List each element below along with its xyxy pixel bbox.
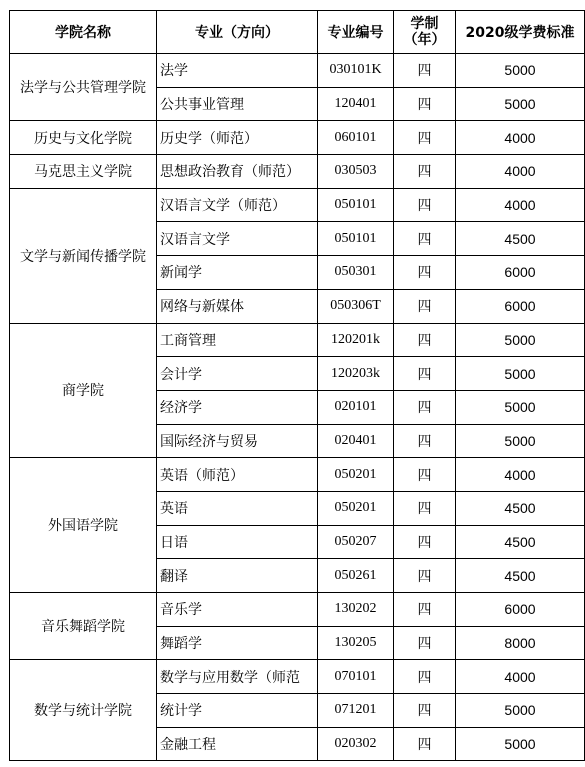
code-cell: 060101 — [318, 121, 394, 155]
fee-cell: 6000 — [456, 289, 585, 323]
duration-cell: 四 — [394, 155, 456, 189]
college-cell: 音乐舞蹈学院 — [10, 593, 157, 660]
major-cell: 英语（师范） — [157, 458, 318, 492]
code-cell: 020101 — [318, 390, 394, 424]
code-cell: 050261 — [318, 559, 394, 593]
table-row — [10, 458, 585, 492]
code-cell: 120203k — [318, 357, 394, 391]
code-cell: 120201k — [318, 323, 394, 357]
code-cell: 050201 — [318, 458, 394, 492]
table-row — [10, 660, 585, 694]
table-row — [10, 155, 585, 189]
fee-cell: 5000 — [456, 694, 585, 728]
code-cell: 050101 — [318, 188, 394, 222]
header-row — [10, 11, 585, 54]
header-duration-line2: （年） — [403, 32, 446, 48]
fee-cell: 5000 — [456, 390, 585, 424]
fee-cell: 4000 — [456, 121, 585, 155]
header-duration — [394, 11, 456, 54]
header-fee: 2020级学费标准 — [456, 11, 585, 54]
major-cell: 翻译 — [157, 559, 318, 593]
major-cell: 思想政治教育（师范） — [157, 155, 318, 189]
code-cell: 071201 — [318, 694, 394, 728]
code-cell: 050301 — [318, 256, 394, 290]
header-college: 学院名称 — [10, 11, 157, 54]
code-cell: 020302 — [318, 727, 394, 761]
table-body — [10, 54, 585, 761]
duration-cell: 四 — [394, 188, 456, 222]
code-cell: 030503 — [318, 155, 394, 189]
fee-cell: 5000 — [456, 323, 585, 357]
header-duration-line1: 学制 — [410, 16, 439, 32]
major-cell: 日语 — [157, 525, 318, 559]
code-cell: 030101K — [318, 54, 394, 88]
duration-cell: 四 — [394, 289, 456, 323]
fee-cell: 4000 — [456, 660, 585, 694]
major-cell: 统计学 — [157, 694, 318, 728]
duration-cell: 四 — [394, 390, 456, 424]
duration-cell: 四 — [394, 54, 456, 88]
table-row — [10, 54, 585, 88]
code-cell: 120401 — [318, 87, 394, 121]
table-row — [10, 188, 585, 222]
duration-cell: 四 — [394, 357, 456, 391]
duration-cell: 四 — [394, 660, 456, 694]
college-cell: 文学与新闻传播学院 — [10, 188, 157, 323]
duration-cell: 四 — [394, 424, 456, 458]
major-cell: 音乐学 — [157, 593, 318, 627]
major-cell: 工商管理 — [157, 323, 318, 357]
duration-cell: 四 — [394, 222, 456, 256]
major-cell: 经济学 — [157, 390, 318, 424]
fee-cell: 5000 — [456, 87, 585, 121]
duration-cell: 四 — [394, 458, 456, 492]
college-cell: 数学与统计学院 — [10, 660, 157, 761]
code-cell: 050306T — [318, 289, 394, 323]
major-cell: 网络与新媒体 — [157, 289, 318, 323]
fee-cell: 6000 — [456, 256, 585, 290]
major-cell: 历史学（师范） — [157, 121, 318, 155]
duration-cell: 四 — [394, 626, 456, 660]
college-cell: 外国语学院 — [10, 458, 157, 593]
duration-cell: 四 — [394, 525, 456, 559]
fee-cell: 6000 — [456, 593, 585, 627]
code-cell: 050207 — [318, 525, 394, 559]
major-cell: 国际经济与贸易 — [157, 424, 318, 458]
fee-cell: 5000 — [456, 54, 585, 88]
tuition-table — [9, 10, 585, 761]
fee-cell: 5000 — [456, 424, 585, 458]
college-cell: 历史与文化学院 — [10, 121, 157, 155]
table-row — [10, 121, 585, 155]
fee-cell: 8000 — [456, 626, 585, 660]
header-code: 专业编号 — [318, 11, 394, 54]
major-cell: 汉语言文学（师范） — [157, 188, 318, 222]
duration-cell: 四 — [394, 593, 456, 627]
fee-cell: 4000 — [456, 458, 585, 492]
fee-cell: 4500 — [456, 222, 585, 256]
table-row — [10, 323, 585, 357]
fee-cell: 4500 — [456, 525, 585, 559]
header-major: 专业（方向） — [157, 11, 318, 54]
duration-cell: 四 — [394, 491, 456, 525]
code-cell: 130202 — [318, 593, 394, 627]
major-cell: 舞蹈学 — [157, 626, 318, 660]
code-cell: 050101 — [318, 222, 394, 256]
major-cell: 汉语言文学 — [157, 222, 318, 256]
major-cell: 数学与应用数学（师范 — [157, 660, 318, 694]
fee-cell: 4500 — [456, 559, 585, 593]
major-cell: 法学 — [157, 54, 318, 88]
major-cell: 会计学 — [157, 357, 318, 391]
duration-cell: 四 — [394, 727, 456, 761]
table-row — [10, 593, 585, 627]
code-cell: 070101 — [318, 660, 394, 694]
duration-cell: 四 — [394, 323, 456, 357]
college-cell: 商学院 — [10, 323, 157, 458]
college-cell: 法学与公共管理学院 — [10, 54, 157, 121]
major-cell: 公共事业管理 — [157, 87, 318, 121]
fee-cell: 5000 — [456, 357, 585, 391]
fee-cell: 5000 — [456, 727, 585, 761]
college-cell: 马克思主义学院 — [10, 155, 157, 189]
major-cell: 新闻学 — [157, 256, 318, 290]
fee-cell: 4000 — [456, 188, 585, 222]
duration-cell: 四 — [394, 559, 456, 593]
code-cell: 050201 — [318, 491, 394, 525]
duration-cell: 四 — [394, 256, 456, 290]
code-cell: 130205 — [318, 626, 394, 660]
fee-cell: 4000 — [456, 155, 585, 189]
code-cell: 020401 — [318, 424, 394, 458]
duration-cell: 四 — [394, 87, 456, 121]
major-cell: 金融工程 — [157, 727, 318, 761]
fee-cell: 4500 — [456, 491, 585, 525]
major-cell: 英语 — [157, 491, 318, 525]
duration-cell: 四 — [394, 121, 456, 155]
duration-cell: 四 — [394, 694, 456, 728]
table-header — [10, 11, 585, 54]
